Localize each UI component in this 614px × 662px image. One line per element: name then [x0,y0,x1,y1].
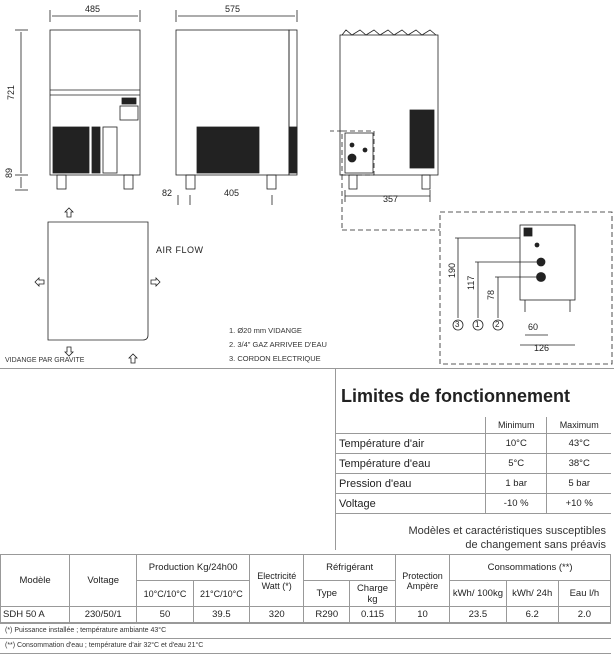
detail-marker-1: 1 [475,320,480,329]
header-production: Production Kg/24h00 [137,555,250,581]
limits-row-max: 43°C [547,434,611,454]
detail-78-label: 78 [486,289,496,300]
divider-horizontal [0,368,614,369]
side-foot-span-label: 405 [224,188,240,198]
detail-126-label: 126 [534,343,550,353]
header-protection: Protection Ampère [395,555,449,607]
footnote-1: (*) Puissance installée ; température ambiante 43°C [5,627,167,634]
header-prod-b: 21°C/10°C [193,581,249,607]
limits-row-max: 5 bar [547,474,611,494]
limits-row-label: Température d'air [335,434,486,454]
detail-117-label: 117 [466,275,476,290]
header-prod-a: 10°C/10°C [137,581,193,607]
cell-voltage: 230/50/1 [70,607,137,623]
header-kwh-24h: kWh/ 24h [506,581,558,607]
rear-offset-label: 357 [383,194,399,204]
limits-row-max: 38°C [547,454,611,474]
limits-title: Limites de fonctionnement [341,386,571,406]
detail-190-label: 190 [447,262,457,278]
limits-row [335,434,611,454]
header-type: Type [304,581,350,607]
limits-row-label: Température d'eau [335,454,486,474]
header-charge: Charge kg [350,581,396,607]
header-model: Modèle [1,555,70,607]
limits-row-min: 10°C [486,434,547,454]
detail-marker-2: 2 [495,320,500,329]
footnote-2: (**) Consommation d'eau ; température d'air 32°C et d'eau 21°C [5,642,204,649]
footnote-divider-3 [0,653,611,654]
limits-row [335,454,611,474]
limits-row-label: Voltage [335,494,486,514]
limits-row [335,474,611,494]
footnote-divider-1 [0,623,611,624]
air-flow-label: AIR FLOW [156,245,204,255]
limits-table [335,417,611,514]
detail-marker-3: 3 [455,320,460,329]
cell-kwh-100kg: 23.5 [450,607,506,623]
cell-type: R290 [304,607,350,623]
disclaimer-line-1: Modèles et caractéristiques susceptibles [408,525,606,537]
side-foot-offset-label: 82 [162,188,173,198]
note-3: 3. CORDON ELECTRIQUE [229,354,321,363]
header-electricity: Electricité Watt (*) [250,555,304,607]
limits-row-max: +10 % [547,494,611,514]
cell-model: SDH 50 A [1,607,70,623]
drain-label: VIDANGE PAR GRAVITE [5,357,85,364]
cell-protection: 10 [395,607,449,623]
limits-row-min: 1 bar [486,474,547,494]
disclaimer [409,524,606,552]
header-refrigerant: Réfrigérant [304,555,396,581]
cell-charge: 0.115 [350,607,396,623]
front-height-label: 721 [6,84,16,100]
limits-row-min: -10 % [486,494,547,514]
detail-60-label: 60 [528,322,539,332]
specs-table [0,554,611,623]
header-water: Eau l/h [558,581,610,607]
limits-header-max: Maximum [547,417,611,434]
note-1: 1. Ø20 mm VIDANGE [229,326,302,335]
cell-water: 2.0 [558,607,610,623]
limits-header-min: Minimum [486,417,547,434]
limits-row [335,494,611,514]
header-voltage: Voltage [70,555,137,607]
header-consumption: Consommations (**) [450,555,611,581]
limits-row-label: Pression d'eau [335,474,486,494]
front-width-label: 485 [85,4,101,14]
footnote-divider-2 [0,638,611,639]
cell-prod-b: 39.5 [193,607,249,623]
side-width-label: 575 [225,4,241,14]
disclaimer-line-2: de changement sans préavis [465,539,606,551]
cell-prod-a: 50 [137,607,193,623]
limits-row-min: 5°C [486,454,547,474]
table-row [1,607,611,623]
cell-watt: 320 [250,607,304,623]
header-kwh-100kg: kWh/ 100kg [450,581,506,607]
front-feet-label: 89 [4,167,14,178]
cell-kwh-24h: 6.2 [506,607,558,623]
note-2: 2. 3/4" GAZ ARRIVEE D'EAU [229,340,327,349]
